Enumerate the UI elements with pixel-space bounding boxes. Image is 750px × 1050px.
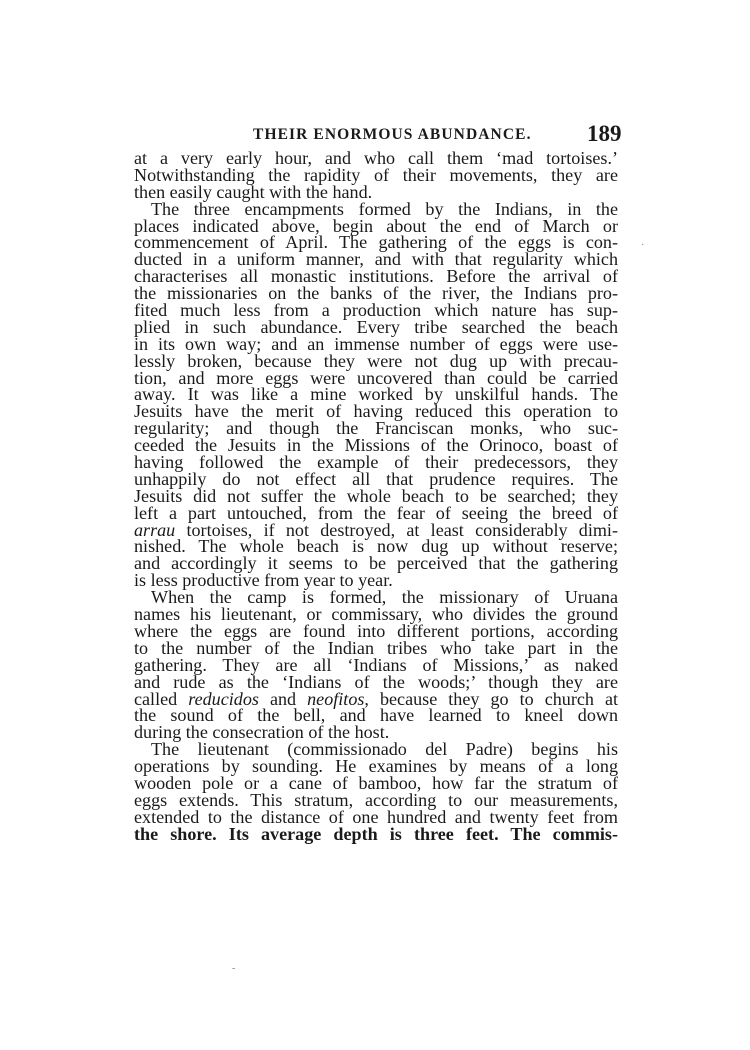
text-line: ceeded the Jesuits in the Missions of the Orinoco, boast of xyxy=(134,435,618,456)
text-line: and accordingly it seems to be perceived that the gathering xyxy=(134,553,618,574)
text-line: to the number of the Indian tribes who take part in the xyxy=(134,637,618,658)
body-text xyxy=(134,150,618,843)
page-number: 189 xyxy=(587,121,622,146)
text-line: Jesuits have the merit of having reduced this operation to xyxy=(134,401,618,422)
text-line: the shore. Its average depth is three feet. The commis- xyxy=(134,823,618,844)
text-run: , because they go to church at xyxy=(364,688,619,709)
text-line: having followed the example of their predecessors, they xyxy=(134,452,618,473)
text-line: and rude as the ‘Indians of the woods;’ though they are xyxy=(134,671,618,692)
text-line: is less productive from year to year. xyxy=(134,570,393,591)
text-line: lessly broken, because they were not dug up with precau- xyxy=(134,350,618,371)
paragraph-first-line: The lieutenant (commissionado del Padre) begins his xyxy=(151,739,618,760)
text-line: commencement of April. The gathering of the eggs is con- xyxy=(134,232,618,253)
text-line: extended to the distance of one hundred and twenty feet from xyxy=(134,806,618,827)
text-line: characterises all monastic institutions. Before the arrival of xyxy=(134,266,618,287)
text-line: during the consecration of the host. xyxy=(134,722,390,743)
paper-speck: · xyxy=(641,240,645,251)
text-line: eggs extends. This stratum, according to our measurements, xyxy=(134,789,618,810)
text-line: where the eggs are found into different portions, according xyxy=(134,620,618,641)
paragraph-first-line: The three encampments formed by the Indians, in the xyxy=(151,198,618,219)
text-line: tion, and more eggs were uncovered than could be carried xyxy=(134,367,618,388)
text-line: away. It was like a mine worked by unskilful hands. The xyxy=(134,384,618,405)
text-line: in its own way; and an immense number of eggs were use- xyxy=(134,333,618,354)
text-line: the sound of the bell, and have learned to kneel down xyxy=(134,705,618,726)
text-line: unhappily do not effect all that prudence requires. The xyxy=(134,468,618,489)
text-run: tortoises, if not destroyed, at least considerably dimi- xyxy=(175,519,618,540)
paper-speck: - xyxy=(232,963,236,974)
text-line: Notwithstanding the rapidity of their movements, they are xyxy=(134,164,618,185)
text-run: called xyxy=(134,688,189,709)
text-line: at a very early hour, and who call them ‘mad tortoises.’ xyxy=(134,148,618,168)
paragraph-first-line: When the camp is formed, the missionary of Uruana xyxy=(151,587,618,608)
text-line: ducted in a uniform manner, and with that regularity which xyxy=(134,249,618,270)
text-line: operations by sounding. He examines by means of a long xyxy=(134,756,618,777)
text-line: the missionaries on the banks of the river, the Indians pro- xyxy=(134,283,618,304)
text-line: places indicated above, begin about the end of March or xyxy=(134,215,618,236)
italic-term: neofitos xyxy=(307,688,365,709)
text-line: names his lieutenant, or commissary, who divides the ground xyxy=(134,604,618,625)
text-line: plied in such abundance. Every tribe searched the beach xyxy=(134,316,618,337)
italic-term: arrau xyxy=(134,519,176,540)
text-line: nished. The whole beach is now dug up without reserve; xyxy=(134,536,618,557)
text-run: and xyxy=(258,688,308,709)
text-line: wooden pole or a cane of bamboo, how far the stratum of xyxy=(134,772,618,793)
text-line: then easily caught with the hand. xyxy=(134,181,373,202)
text-line: fited much less from a production which nature has sup- xyxy=(134,300,618,321)
text-line: regularity; and though the Franciscan monks, who suc- xyxy=(134,418,618,439)
running-head: THEIR ENORMOUS ABUNDANCE. xyxy=(253,126,532,143)
text-line: left a part untouched, from the fear of seeing the breed of xyxy=(134,502,618,523)
italic-term: reducidos xyxy=(188,688,259,709)
text-line: Jesuits did not suffer the whole beach to be searched; they xyxy=(134,485,618,506)
text-line: gathering. They are all ‘Indians of Missions,’ as naked xyxy=(134,654,618,675)
